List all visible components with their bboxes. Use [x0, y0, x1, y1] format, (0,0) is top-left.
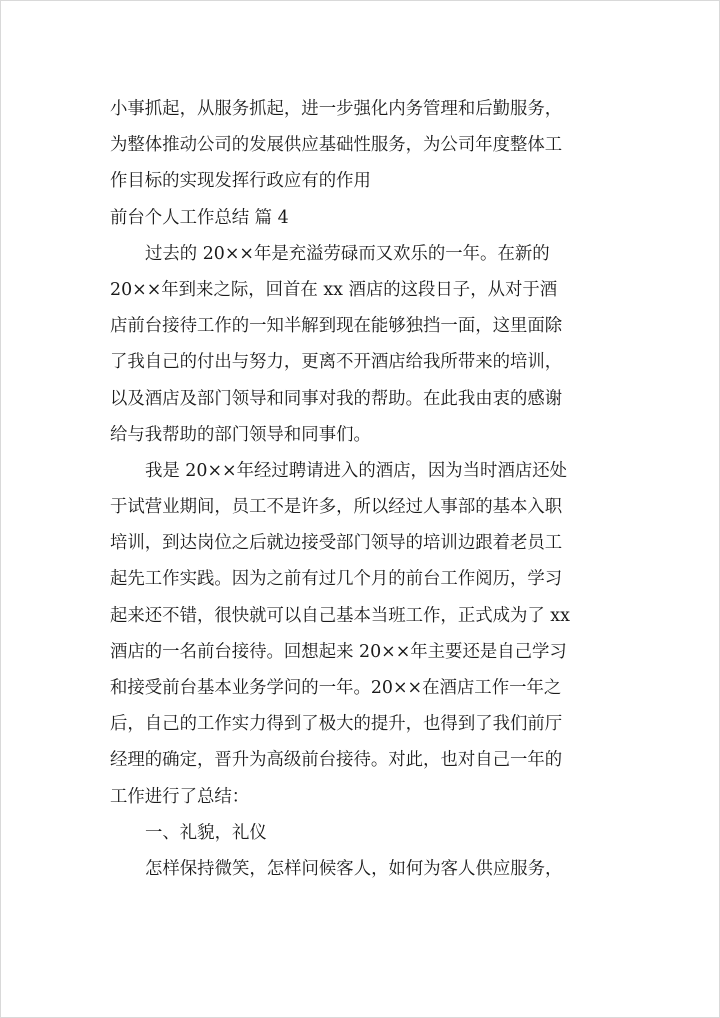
text-line: 作目标的实现发挥行政应有的作用 — [110, 171, 371, 192]
text-line: 怎样保持微笑，怎样问候客人，如何为客人供应服务， — [145, 858, 563, 879]
text-line: 工作进行了总结： — [110, 786, 250, 807]
text-line: 为整体推动公司的发展供应基础性服务，为公司年度整体工 — [110, 135, 563, 156]
text-line: 起先工作实践。因为之前有过几个月的前台工作阅历，学习 — [110, 569, 563, 590]
text-line: 培训，到达岗位之后就边接受部门领导的培训边跟着老员工 — [110, 533, 563, 554]
text-line: 给与我帮助的部门领导和同事们。 — [110, 424, 371, 445]
document-body — [110, 91, 615, 887]
text-line: 小事抓起，从服务抓起，进一步强化内务管理和后勤服务， — [110, 99, 563, 119]
subheading: 一、礼貌，礼仪 — [145, 822, 267, 843]
text-line: 经理的确定，晋升为高级前台接待。对此，也对自己一年的 — [110, 750, 563, 771]
text-line: 了我自己的付出与努力，更离不开酒店给我所带来的培训， — [110, 352, 563, 373]
text-line: 以及酒店及部门领导和同事对我的帮助。在此我由衷的感谢 — [110, 388, 563, 409]
text-line: 起来还不错，很快就可以自己基本当班工作，正式成为了 xx — [110, 605, 570, 626]
text-line: 后，自己的工作实力得到了极大的提升，也得到了我们前厅 — [110, 714, 563, 735]
text-line: 于试营业期间，员工不是许多，所以经过人事部的基本入职 — [110, 497, 563, 518]
text-line: 20××年到来之际，回首在 xx 酒店的这段日子，从对于酒 — [110, 279, 558, 300]
text-line: 过去的 20××年是充溢劳碌而又欢乐的一年。在新的 — [145, 243, 550, 264]
text-line: 和接受前台基本业务学问的一年。20××在酒店工作一年之 — [110, 678, 562, 698]
text-line: 酒店的一名前台接待。回想起来 20××年主要还是自己学习 — [110, 641, 567, 662]
section-heading: 前台个人工作总结 篇 4 — [110, 207, 289, 228]
text-line: 我是 20××年经过聘请进入的酒店，因为当时酒店还处 — [145, 460, 568, 481]
text-line: 店前台接待工作的一知半解到现在能够独挡一面，这里面除 — [110, 316, 563, 337]
